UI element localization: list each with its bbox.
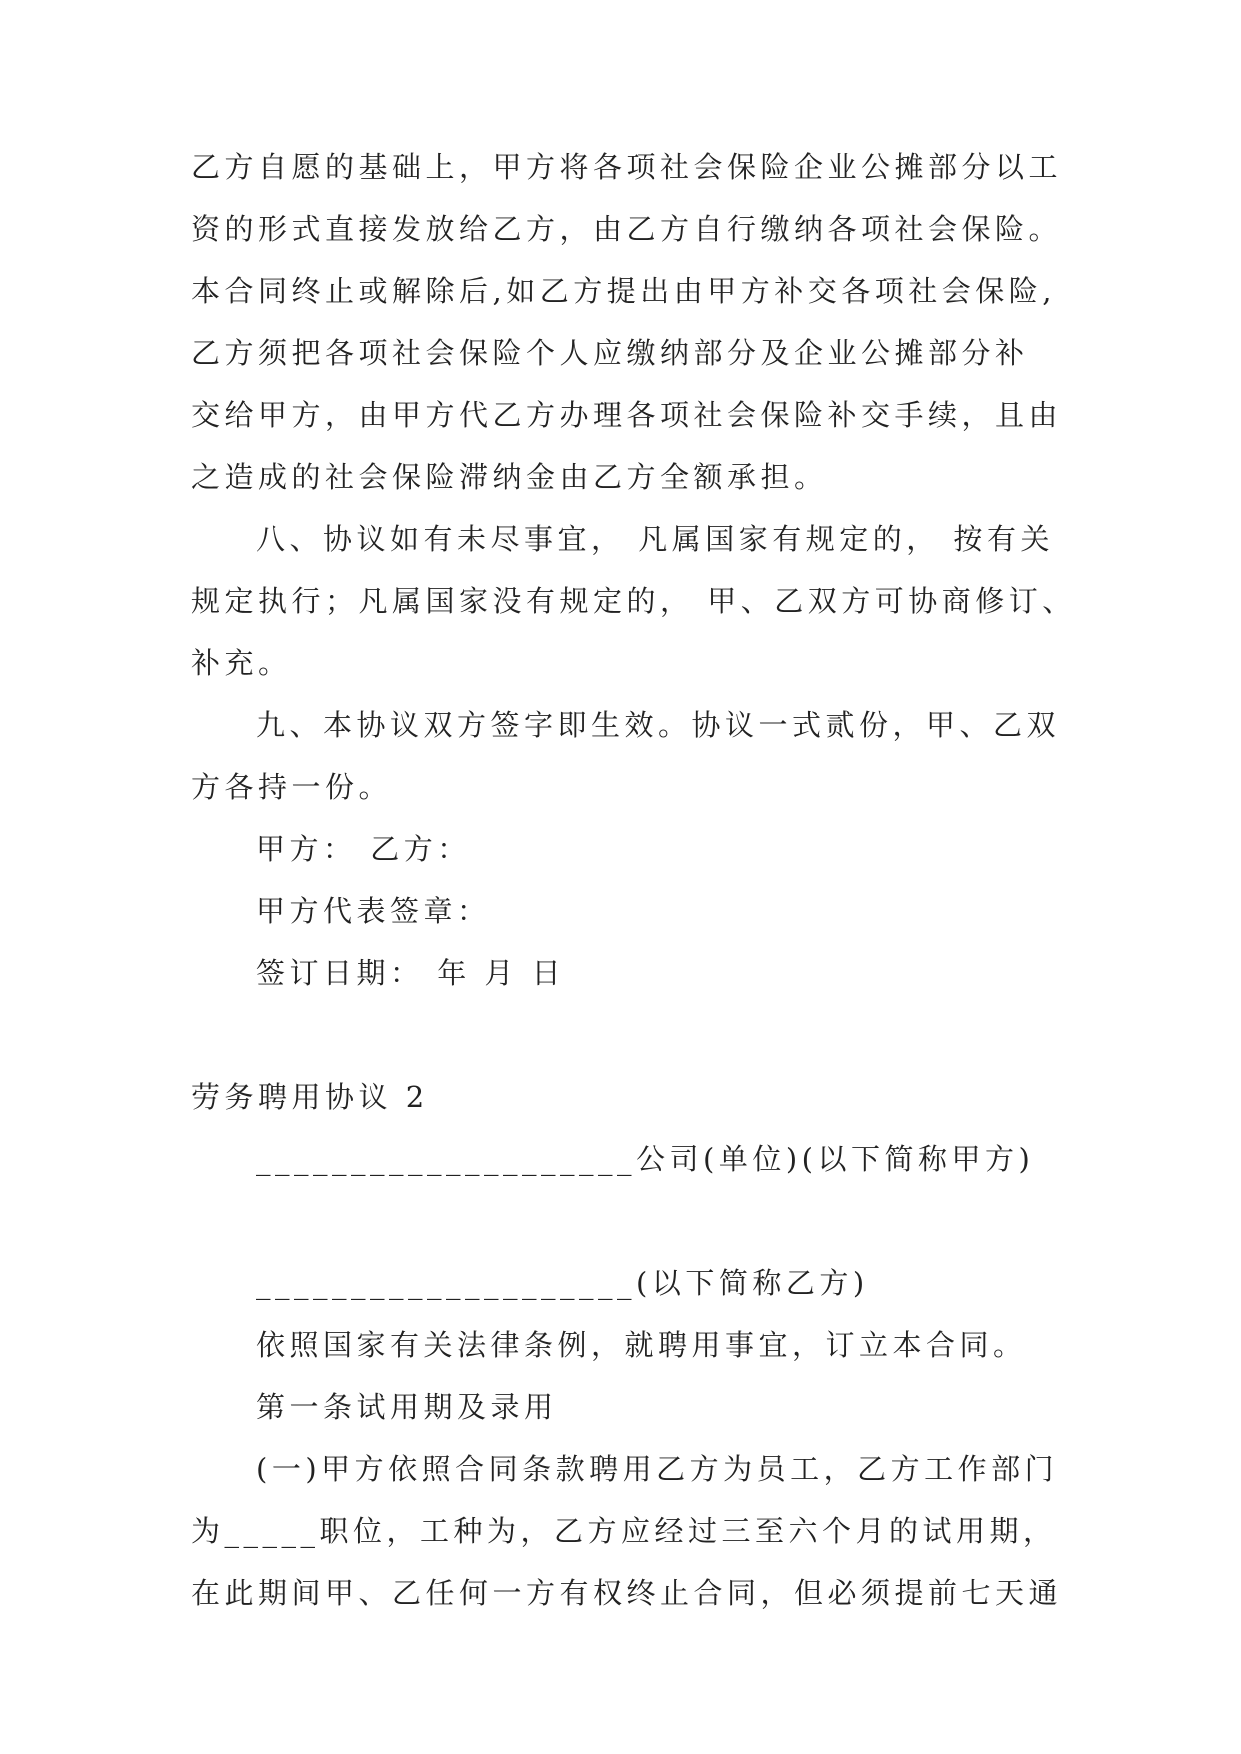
paragraph-line: 乙方自愿的基础上，甲方将各项社会保险企业公摊部分以工	[191, 150, 1063, 184]
paragraph-line: 方各持一份。	[191, 770, 393, 804]
section-title: 劳务聘用协议 2	[191, 1080, 429, 1114]
signing-date-line: 签订日期： 年 月 日	[256, 956, 566, 990]
clause-eight-line: 八、协议如有未尽事宜， 凡属国家有规定的， 按有关	[256, 522, 1054, 556]
paragraph-line: 为_____职位，工种为，乙方应经过三至六个月的试用期，	[191, 1514, 1057, 1548]
party-b-blank-line: ____________________(以下简称乙方)	[256, 1266, 869, 1300]
paragraph-line: 在此期间甲、乙任何一方有权终止合同，但必须提前七天通	[191, 1576, 1063, 1610]
article-heading: 第一条试用期及录用	[256, 1390, 558, 1424]
party-a-blank-line: ____________________公司(单位)(以下简称甲方)	[256, 1142, 1035, 1176]
paragraph-line: 本合同终止或解除后,如乙方提出由甲方补交各项社会保险,	[191, 274, 1056, 308]
paragraph-line: 依照国家有关法律条例，就聘用事宜，订立本合同。	[256, 1328, 1027, 1362]
paragraph-line: 补充。	[191, 646, 292, 680]
representative-signature-line: 甲方代表签章：	[256, 894, 491, 928]
paragraph-line: 交给甲方，由甲方代乙方办理各项社会保险补交手续，且由	[191, 398, 1063, 432]
party-signature-line: 甲方： 乙方：	[256, 832, 471, 866]
paragraph-line: 乙方须把各项社会保险个人应缴纳部分及企业公摊部分补	[191, 336, 1029, 370]
paragraph-line: 规定执行；凡属国家没有规定的， 甲、乙双方可协商修订、	[191, 584, 1076, 618]
paragraph-line: 资的形式直接发放给乙方，由乙方自行缴纳各项社会保险。	[191, 212, 1063, 246]
paragraph-line: (一)甲方依照合同条款聘用乙方为员工，乙方工作部门	[256, 1452, 1059, 1486]
clause-nine-line: 九、本协议双方签字即生效。协议一式贰份，甲、乙双	[256, 708, 1061, 742]
paragraph-line: 之造成的社会保险滞纳金由乙方全额承担。	[191, 460, 828, 494]
